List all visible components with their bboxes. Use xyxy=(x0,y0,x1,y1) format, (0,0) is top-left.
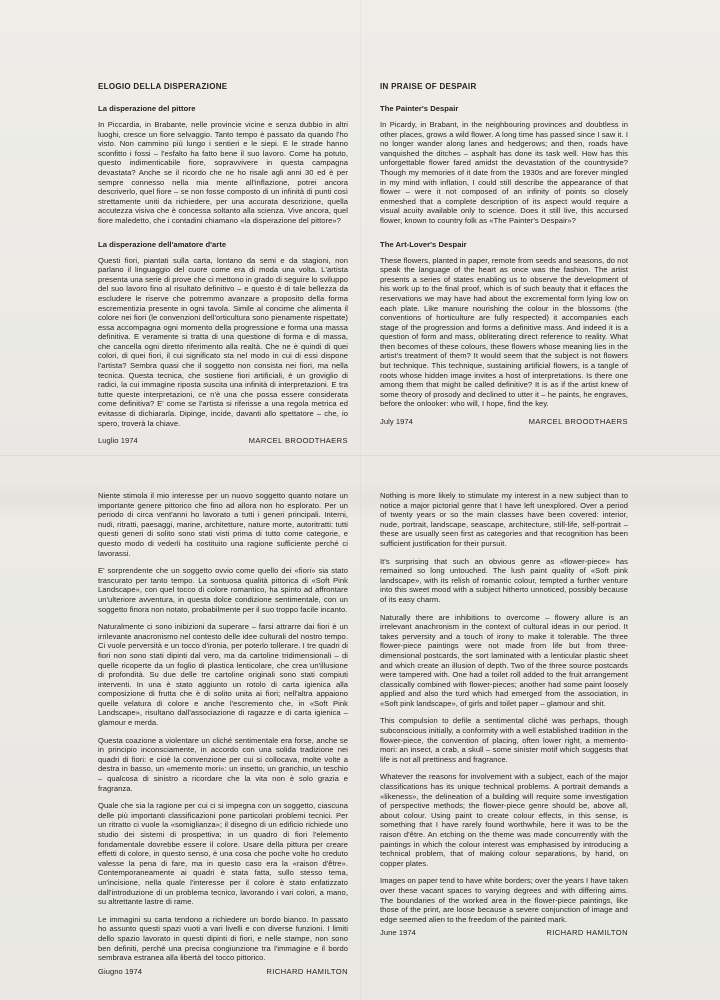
italian-bottom-date: Giugno 1974 xyxy=(98,966,143,976)
english-bottom-author: RICHARD HAMILTON xyxy=(546,928,628,938)
english-paragraph: Images on paper tend to have white borders; over the years I have taken over these vacant spaces to varying degrees and with differing aims. The boundaries of the worked area in the flower-piece paintings, like those of the print, are loose because a severe conjunction of image and edge seemed alien to the freedom of the painted mark. xyxy=(380,876,628,924)
italian-paragraph: Questa coazione a violentare un cliché sentimentale era forse, anche se in principio inconsciamente, in accordo con una solida tradizione nei quadri di fiori: e cioè la convenzione per cui si collocava, molte volte a destra in basso, un «memento mori»: un insetto, un granchio, un teschio – qualcosa di sinistro a ricordare che la vita non è solo grazia e fragranza. xyxy=(98,735,348,793)
english-top-date: July 1974 xyxy=(380,417,413,427)
english-paragraph: Naturally there are inhibitions to overcome – flowery allure is an irrelevant anachronism in the context of cultural ideas in our period. It takes perversity and a touch of irony to make it tolerable. The three flower-piece paintings were not made from life but from three-dimensional postcards, the sort laminated with a lenticular plastic sheet and which create an illusion of depth. Two of the three source postcards were tampered with. One had a toilet roll added to the fruit arrangement classically combined with flower-pieces; another had some paint loosely applied and also the turd which had emerged from the association, in «Soft pink landscape», of girls and toilet paper – glamour and shit. xyxy=(380,612,628,708)
italian-section2-text: Questi fiori, piantati sulla carta, lontano da semi e da stagioni, non parlano il linguaggio del cuore come era di moda una volta. L'artista presenta una serie di prove che ci mettono in grado di seguire lo sviluppo del suo lavoro fino al risultato definitivo – e questo è di tale bellezza da escludere le riserve che potremmo avanzare a proposito della forma escrementizia presente in ogni tavola. Simile al concime che alimenta il colore nei fiori (le convenzioni dell'orticultura sono pienamente rispettate) essa accompagna ogni momento della progressione e forma una massa definitiva. E veramente si tratta di una questione di forma e di massa, che cancella ogni diretto riferimento alla realtà. Che ne è quindi di quei colori, di quei fiori, il cui significato sta nel modo in cui di essi dispone l'artista? Sembra quasi che il soggetto non consista nei fiori, ma nella tecnica. Questa tecnica, che sostiene fiori artificiali, è un groviglio di radici, la cui immagine riposta suscita una infinità di interpretazioni. E tra tutte queste interpretazioni, ce n'è una che possa essere considerata come definitiva? E' come se l'artista si riferisse a una regola metrica ed evitasse di dichiararla. Dipinge, incide, davanti allo spettatore – che, io spero, troverà la chiave. xyxy=(98,255,348,428)
english-paragraph: Whatever the reasons for involvement with a subject, each of the major classifications has its unique technical problems. A portrait demands a «likeness», the delineation of a building will require some investigation of perspective methods; the flower-piece genre should be, above all, about colour. Using paint to create colour effects, in this sense, is something that I have rarely found worthwhile, here it was to be the raison d'être. An etching on the theme was made concurrently with the paintings in which the colour interest was emphasised by introducing a technical problem, that of making colour separations, by hand, on copper plates. xyxy=(380,772,628,868)
italian-top-column xyxy=(98,82,348,446)
english-bottom-signature xyxy=(380,928,628,938)
italian-bottom-column xyxy=(98,491,348,977)
english-section1-text: In Picardy, in Brabant, in the neighbouring provinces and doubtless in other places, grows a wild flower. A long time has passed since I saw it. I no longer wander along lanes and hedgerows; and then, roads have vanquished the ditches – asphalt has done its task well. How has this unforgettable flower fared amidst the devastation of the countryside? Though my memories of it date from the 1930s and are forever mingled in my mind with inflation, I could still describe the appearance of that flower – were it not composed of an infinity of points so closely enmeshed that a complete description of its aspect would require a visual acuity available only to science. Does it still live, this accursed flower, known to country folk as «The Painter's Despair»? xyxy=(380,120,628,225)
english-heading: IN PRAISE OF DESPAIR xyxy=(380,82,477,91)
italian-top-author: MARCEL BROODTHAERS xyxy=(248,436,348,446)
italian-heading: ELOGIO DELLA DISPERAZIONE xyxy=(98,82,228,91)
italian-section2-title: La disperazione dell'amatore d'arte xyxy=(98,239,227,249)
english-section2-title: The Art-Lover's Despair xyxy=(380,239,467,249)
italian-paragraph: Niente stimola il mio interesse per un nuovo soggetto quanto notare un importante genere pittorico che fino ad allora non ho esplorato. Per un periodo di circa vent'anni ho lavorato a tutti i generi principali. Interni, nudi, ritratti, paesaggi, marine, architetture, nature morte, autoritratti: tutti questi generi di solito sono stati visti prima di tutto come categorie, e questo modo di vederli ha costituito una ragione sufficiente perché ci lavorassi. xyxy=(98,491,348,558)
italian-section1-text: In Piccardia, in Brabante, nelle provincie vicine e senza dubbio in altri luoghi, cresce un fiore selvaggio. Tanto tempo è passato da quando l'ho visto. Non cammino più lungo i sentieri e le siepi. E le strade hanno sconfitto i fossi – l'esfalto ha fatto bene il suo lavoro. Come ha potuto, questo indimenticabile fiore, sopravvivere in questa campagna devastata? Anche se il ricordo che ne ho risale agli anni 30 ed è per sempre connesso nella mia mente all'inflazione, potrei ancora descriverlo, quel fiore – se non fosse composto di un infinità di punti così strettamente uniti da richiedere, per una accurata descrizione, quella accutezza visiva che è concessa soltanto alla scienza. Vive ancora, quel fiore maledetto, che i contadini chiamano «la disperazione del pittore»? xyxy=(98,120,348,225)
italian-paragraph: Le immagini su carta tendono a richiedere un bordo bianco. In passato ho assunto questi spazi vuoti a vari livelli e con diverse funzioni. I limiti dello spazio lavorato in questi dipinti di fiori, e nelle stampe, non sono ben definiti, perché una precisa congiunzione tra l'immagine e il bordo sembrava estranea alla libertà del tocco pittorico. xyxy=(98,914,348,963)
english-top-author: MARCEL BROODTHAERS xyxy=(528,417,628,427)
italian-section1-title: La disperazione del pittore xyxy=(98,104,196,113)
english-section2-text: These flowers, planted in paper, remote from seeds and seasons, do not speak the language of the heart as once was the fashion. The artist presents a series of states enabling us to observe the development of his work up to the final proof, which is of such beauty that it effaces the reservations we may have had about the excremental form lying low on each plate. Like manure nourishing the colour in the blossoms (the conventions of horticulture are fully respected) it accompanies each stage of the progression and forms a definitive mass. And indeed it is a question of form and mass, obliterating direct reference to reality. What then becomes of these colours, these flowers whose meaning lies in the artist's treatment of them? It would seem that the subject is not flowers but technique. This technique, sustaining artificial flowers, is a tangle of roots whose hidden image invites a host of interpretations. Is there one among them that might be called definitive? It is as if the artist knew of some theory of prosody and declined to utter it – he paints, he engraves, before the onlooker: who will, I hope, find the key. xyxy=(380,255,628,409)
english-top-signature xyxy=(380,417,628,427)
italian-bottom-signature xyxy=(98,967,348,977)
english-paragraph: Nothing is more likely to stimulate my interest in a new subject than to notice a major pictorial genre that I have left unexplored. Over a period of twenty years or so the main classes have been covered: interior, nude, portrait, landscape, seascape, architecture, still-life, self-portrait – these are usually seen first as categories and that recognition has been sufficient justification for their pursuit. xyxy=(380,491,628,548)
vertical-fold-line xyxy=(360,0,361,1000)
italian-paragraph: Naturalmente ci sono inibizioni da superare – farsi attrarre dai fiori è un irrilevante anacronismo nel contesto delle idee culturali del nostro tempo. Ci vuole perversità e un tocco d'ironia, per poterlo tollerare. I tre quadri di fiori non sono stati dipinti dal vero, ma da cartoline tridimensionali – di quelle ricoperte da un foglio di plastica lenticolare, che crea un'illusione di profondità. Su due delle tre cartoline originali sono stati compiuti interventi. In una è stato aggiunto un rotolo di carta igienica alla composizione di frutta che è di solito unita ai fiori; nell'altra appaiono quelle velatura di colore e anche l'escremento che, in «Soft Pink Landscape», risultano dall'associazione di ragazze e di carta igienica – glamour e merda. xyxy=(98,622,348,728)
english-bottom-date: June 1974 xyxy=(380,928,416,938)
english-paragraph: This compulsion to defile a sentimental cliché was perhaps, though subconscious initially, a conformity with a well established tradition in the flower-piece, the convention of placing, often lower right, a memento-mori: an insect, a crab, a skull – some sinister motif which suggests that life is not all prettiness and fragrance. xyxy=(380,716,628,764)
italian-top-date: Luglio 1974 xyxy=(98,436,138,446)
italian-bottom-author: RICHARD HAMILTON xyxy=(266,966,348,976)
english-bottom-column xyxy=(380,491,628,938)
italian-paragraph: Quale che sia la ragione per cui ci si impegna con un soggetto, ciascuna delle più importanti classificazioni pone particolari problemi tecnici. Per un ritratto ci vuole la «somiglianza»; il disegno di un edificio richiede uno studio dei sistemi di prospettiva; in un quadro di fiori l'elemento fondamentale dovrebbe essere il colore. Usare della pittura per creare effetti di colore, in questo senso, è una cosa che poche volte ho creduto valesse la pena di fare, ma in questo caso era la «raison d'être». Contemporaneamente ai quadri è stata fatta, sullo stesso tema, un'incisione, nella quale l'interesse per il colore è stato enfatizzato dall'introduzione di un problema tecnico, lavorando i vari colori, a mano, su altrettante lastre di rame. xyxy=(98,801,348,907)
english-paragraph: It's surprising that such an obvious genre as «flower-piece» has remained so long untouched. The lush paint quality of «Soft pink landscape», with its relish of romantic colour, tempted a further venture into this sweet mood with a subject hitherto unnoticed, possibly because of its easy charm. xyxy=(380,556,628,604)
italian-top-signature xyxy=(98,436,348,446)
italian-paragraph: E' sorprendente che un soggetto ovvio come quello dei «fiori» sia stato trascurato per tanto tempo. La sontuosa qualità pittorica di «Soft Pink Landscape», con quel tocco di colore romantico, ha spinto ad affrontare un'ulteriore avventura, in questa dolce condizione sentimentale, con un soggetto finora non notato, probabilmente per il suo troppo facile incanto. xyxy=(98,566,348,614)
english-section1-title: The Painter's Despair xyxy=(380,104,459,113)
english-top-column xyxy=(380,82,628,427)
